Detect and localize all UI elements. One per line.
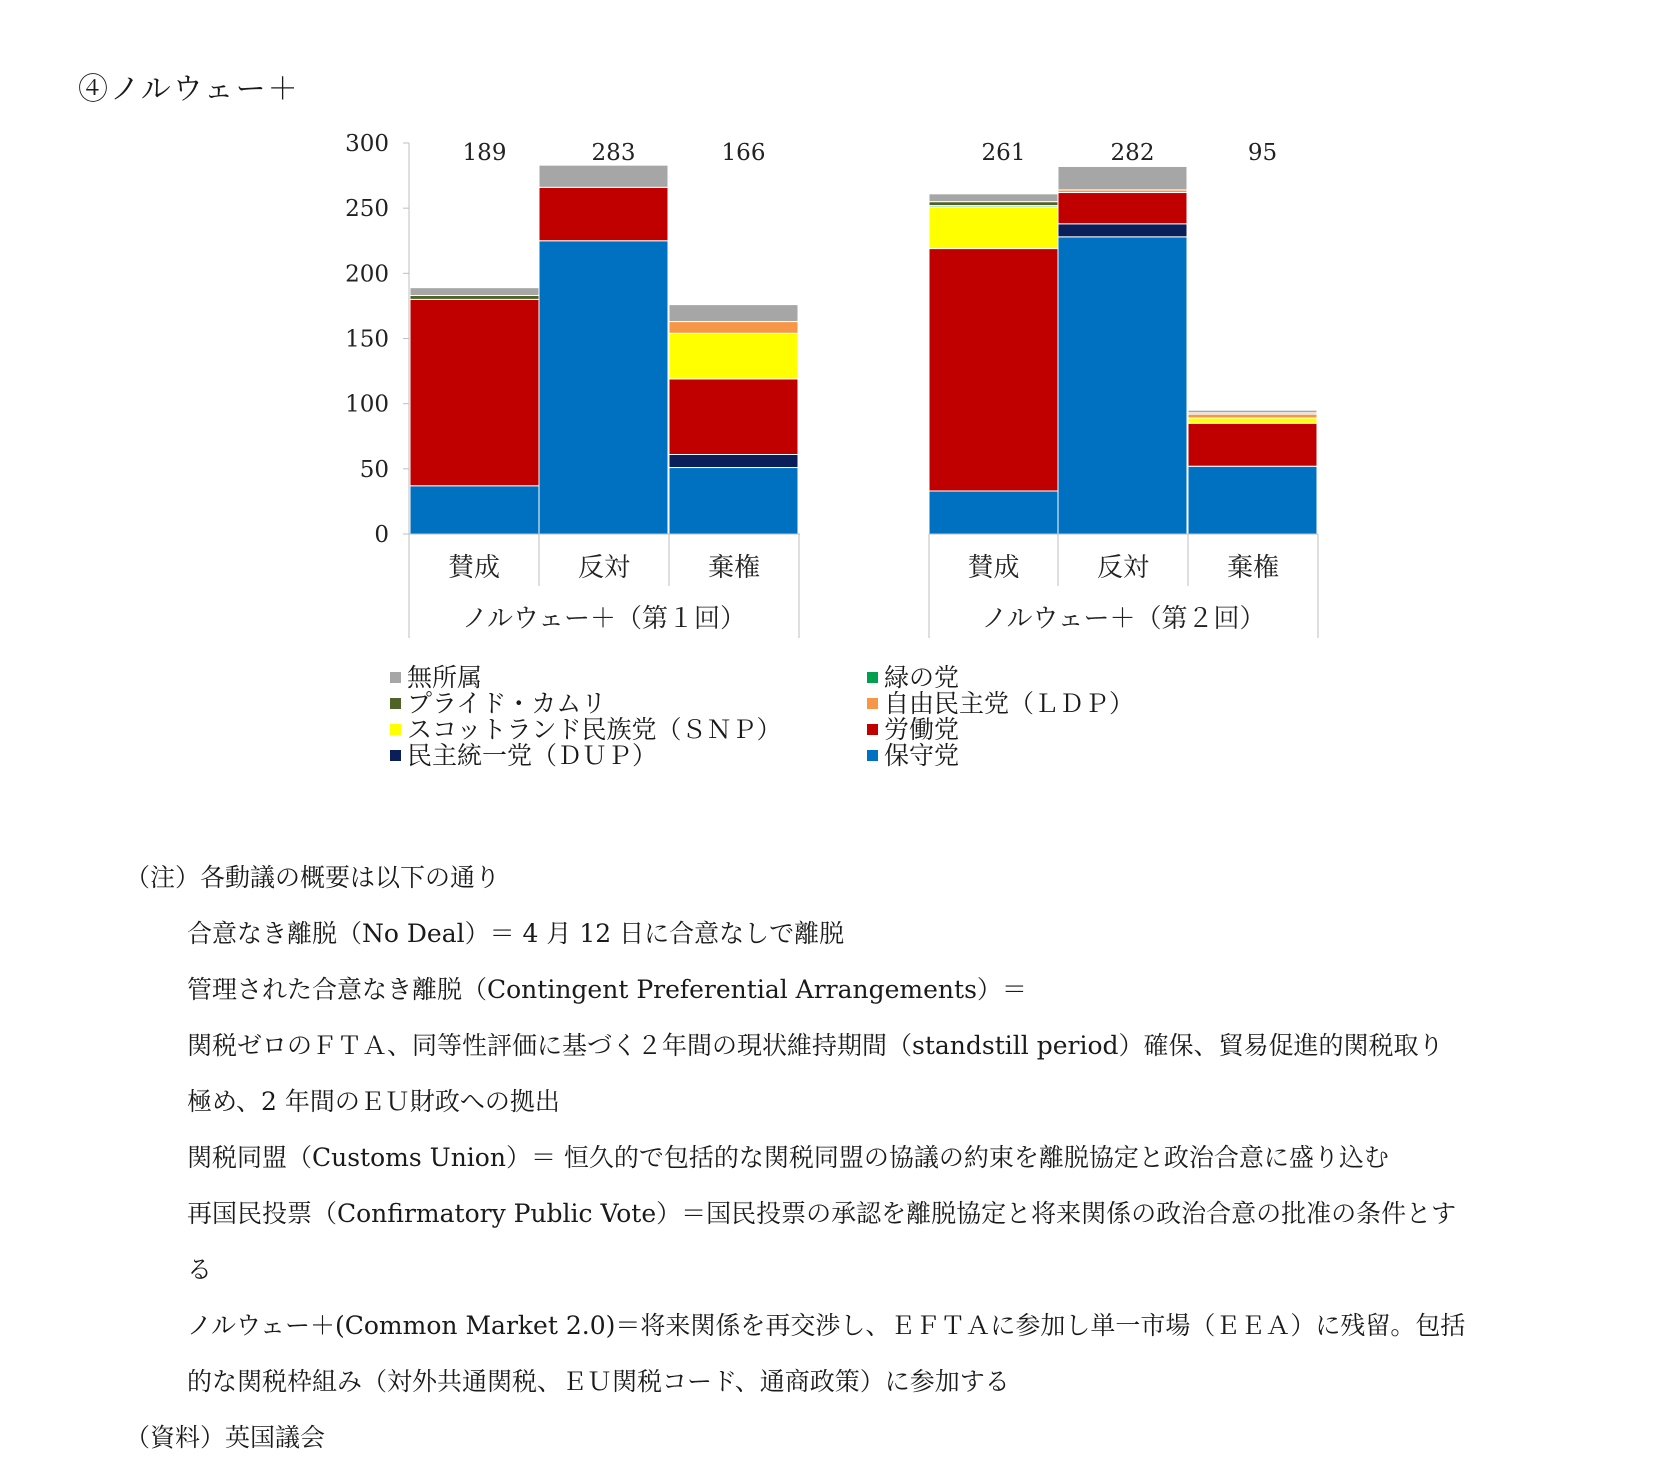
y-tick-label: 50 [359, 456, 389, 483]
legend-swatch [867, 698, 878, 709]
x-category-label: 反対 [577, 553, 631, 583]
y-tick-label: 100 [345, 391, 389, 418]
note-line: 再国民投票（Confirmatory Public Vote）＝国民投票の承認を離脱協定と将来関係の政治合意の批准の条件とす [187, 1199, 1457, 1228]
y-tick-label: 300 [345, 131, 389, 157]
y-tick-label: 200 [345, 261, 389, 288]
bar-total-label: 95 [1247, 140, 1278, 166]
bar-segment [929, 249, 1058, 491]
legend-swatch [390, 750, 401, 761]
legend-item [390, 743, 657, 769]
legend-item [867, 691, 1134, 717]
bar-segment [1058, 237, 1187, 534]
bar-segment [669, 333, 798, 379]
bar-segment [539, 241, 668, 534]
source-note: （資料）英国議会 [125, 1423, 326, 1452]
legend-item [390, 717, 782, 743]
bar-total-label: 261 [981, 140, 1026, 166]
legend-swatch [390, 724, 401, 735]
note-line: 極め、2 年間のＥＵ財政への拠出 [187, 1087, 560, 1116]
bar-total-label: 166 [721, 140, 766, 166]
bar-segment [410, 295, 539, 299]
note-line: 関税ゼロのＦＴＡ、同等性評価に基づく２年間の現状維持期間（standstill period）確保、貿易促進的関税取り [187, 1031, 1444, 1060]
legend-item [867, 665, 959, 691]
bar-segment [669, 454, 798, 467]
legend-item [867, 743, 959, 769]
bar-segment [929, 207, 1058, 249]
bar-segment [539, 165, 668, 187]
stacked-bar-chart [0, 0, 1679, 660]
note-line: 合意なき離脱（No Deal）＝ 4 月 12 日に合意なしで離脱 [187, 919, 845, 948]
y-tick-label: 150 [345, 326, 389, 353]
bar-segment [410, 486, 539, 534]
x-category-label: 棄権 [1226, 553, 1280, 583]
x-group-label: ノルウェー＋（第１回） [462, 604, 746, 634]
notes-heading: （注）各動議の概要は以下の通り [125, 863, 501, 892]
bar-segment [669, 305, 798, 322]
legend-swatch [390, 672, 401, 683]
note-line: る [187, 1255, 213, 1284]
bar-segment [929, 202, 1058, 206]
bar-segment [410, 288, 539, 296]
x-category-label: 棄権 [707, 553, 761, 583]
legend-label: 緑の党 [884, 663, 960, 692]
legend-item [390, 691, 606, 717]
legend-label: 労働党 [884, 715, 960, 744]
bar-total-label: 282 [1110, 140, 1155, 166]
legend-item [390, 665, 482, 691]
bar-segment [929, 194, 1058, 202]
legend-swatch [867, 750, 878, 761]
legend-swatch [867, 672, 878, 683]
bar-segment [1058, 166, 1187, 189]
note-line: 的な関税枠組み（対外共通関税、ＥＵ関税コード、通商政策）に参加する [187, 1367, 1010, 1396]
bar-total-label: 283 [591, 140, 636, 166]
note-line: ノルウェー＋(Common Market 2.0)＝将来関係を再交渉し、ＥＦＴＡに参加し単一市場（ＥＥＡ）に残留。包括 [187, 1311, 1466, 1340]
notes-section [125, 850, 1585, 1466]
legend-label: スコットランド民族党（ＳＮＰ） [407, 715, 782, 744]
y-tick-label: 0 [374, 522, 389, 548]
legend-swatch [867, 724, 878, 735]
bar-segment [1188, 466, 1317, 534]
legend-label: 保守党 [884, 741, 960, 770]
x-category-label: 賛成 [447, 553, 501, 583]
bar-total-label: 189 [462, 140, 507, 166]
bar-segment [1188, 423, 1317, 466]
bar-segment [929, 491, 1058, 534]
bar-segment [1058, 224, 1187, 237]
bar-segment [410, 299, 539, 485]
bar-segment [1188, 410, 1317, 413]
legend-label: 自由民主党（ＬＤＰ） [884, 689, 1135, 718]
legend-label: 民主統一党（ＤＵＰ） [407, 741, 658, 770]
page-title: ④ノルウェー＋ [78, 72, 300, 107]
y-tick-label: 250 [345, 196, 389, 223]
bar-segment [669, 468, 798, 534]
bar-segment [1188, 414, 1317, 418]
legend-label: 無所属 [407, 663, 483, 692]
x-category-label: 反対 [1096, 553, 1150, 583]
x-group-label: ノルウェー＋（第２回） [981, 604, 1266, 634]
bar-segment [669, 322, 798, 334]
note-line: 管理された合意なき離脱（Contingent Preferential Arrangements）＝ [187, 975, 1027, 1004]
bar-segment [1188, 418, 1317, 423]
bar-segment [539, 187, 668, 240]
legend-label: プライド・カムリ [407, 689, 607, 718]
x-category-label: 賛成 [967, 553, 1020, 583]
bar-segment [669, 379, 798, 455]
legend-swatch [390, 698, 401, 709]
legend-item [867, 717, 959, 743]
bar-segment [1058, 193, 1187, 224]
note-line: 関税同盟（Customs Union）＝ 恒久的で包括的な関税同盟の協議の約束を離脱協定と政治合意に盛り込む [187, 1143, 1389, 1172]
